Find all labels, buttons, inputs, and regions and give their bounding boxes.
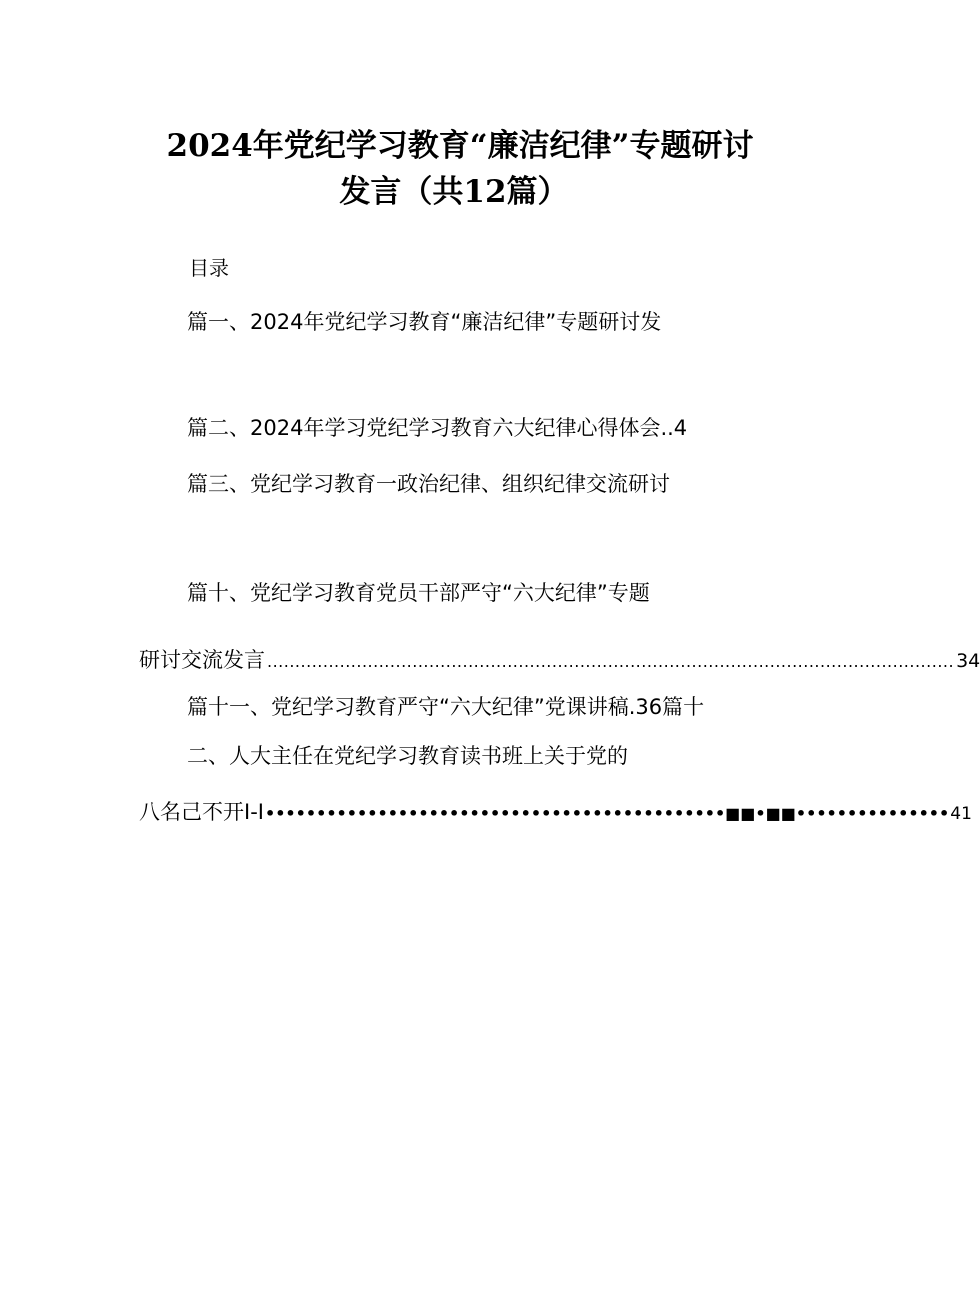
document-title-line-1: 2024年党纪学习教育“廉洁纪律”专题研讨	[166, 128, 754, 164]
toc-entry-11[interactable]: 篇十一、党纪学习教育严守“六大纪律”党课讲稿.36篇十	[187, 695, 705, 719]
toc-entry-1[interactable]: 篇一、2024年党纪学习教育“廉洁纪律”专题研讨发	[187, 310, 662, 334]
toc-heading: 目录	[189, 256, 229, 280]
toc-entry-10-line-1[interactable]: 篇十、党纪学习教育党员干部严守“六大纪律”专题	[187, 581, 650, 605]
toc-page-number: 34	[956, 650, 980, 672]
toc-entry-10-line-2[interactable]	[139, 646, 980, 676]
toc-page-number: 41	[950, 804, 972, 824]
toc-entry-3[interactable]: 篇三、党纪学习教育一政治纪律、组织纪律交流研讨	[187, 472, 670, 496]
toc-entry-text: 八名己不开I-I	[139, 800, 264, 824]
toc-entry-12-line-2[interactable]	[139, 798, 972, 828]
toc-dot-leader: ...........................................................................................................................	[267, 652, 955, 671]
document-title-line-2: 发言（共12篇）	[339, 174, 569, 210]
toc-dot-leader: •••••••••••••••••••••••••••••••••••••••••••••■■•■■•••••••••••••••	[264, 804, 950, 823]
toc-entry-text: 研讨交流发言	[139, 648, 265, 672]
toc-entry-2[interactable]: 篇二、2024年学习党纪学习教育六大纪律心得体会..4	[187, 416, 688, 440]
toc-entry-12-line-1[interactable]: 二、人大主任在党纪学习教育读书班上关于党的	[187, 744, 628, 768]
